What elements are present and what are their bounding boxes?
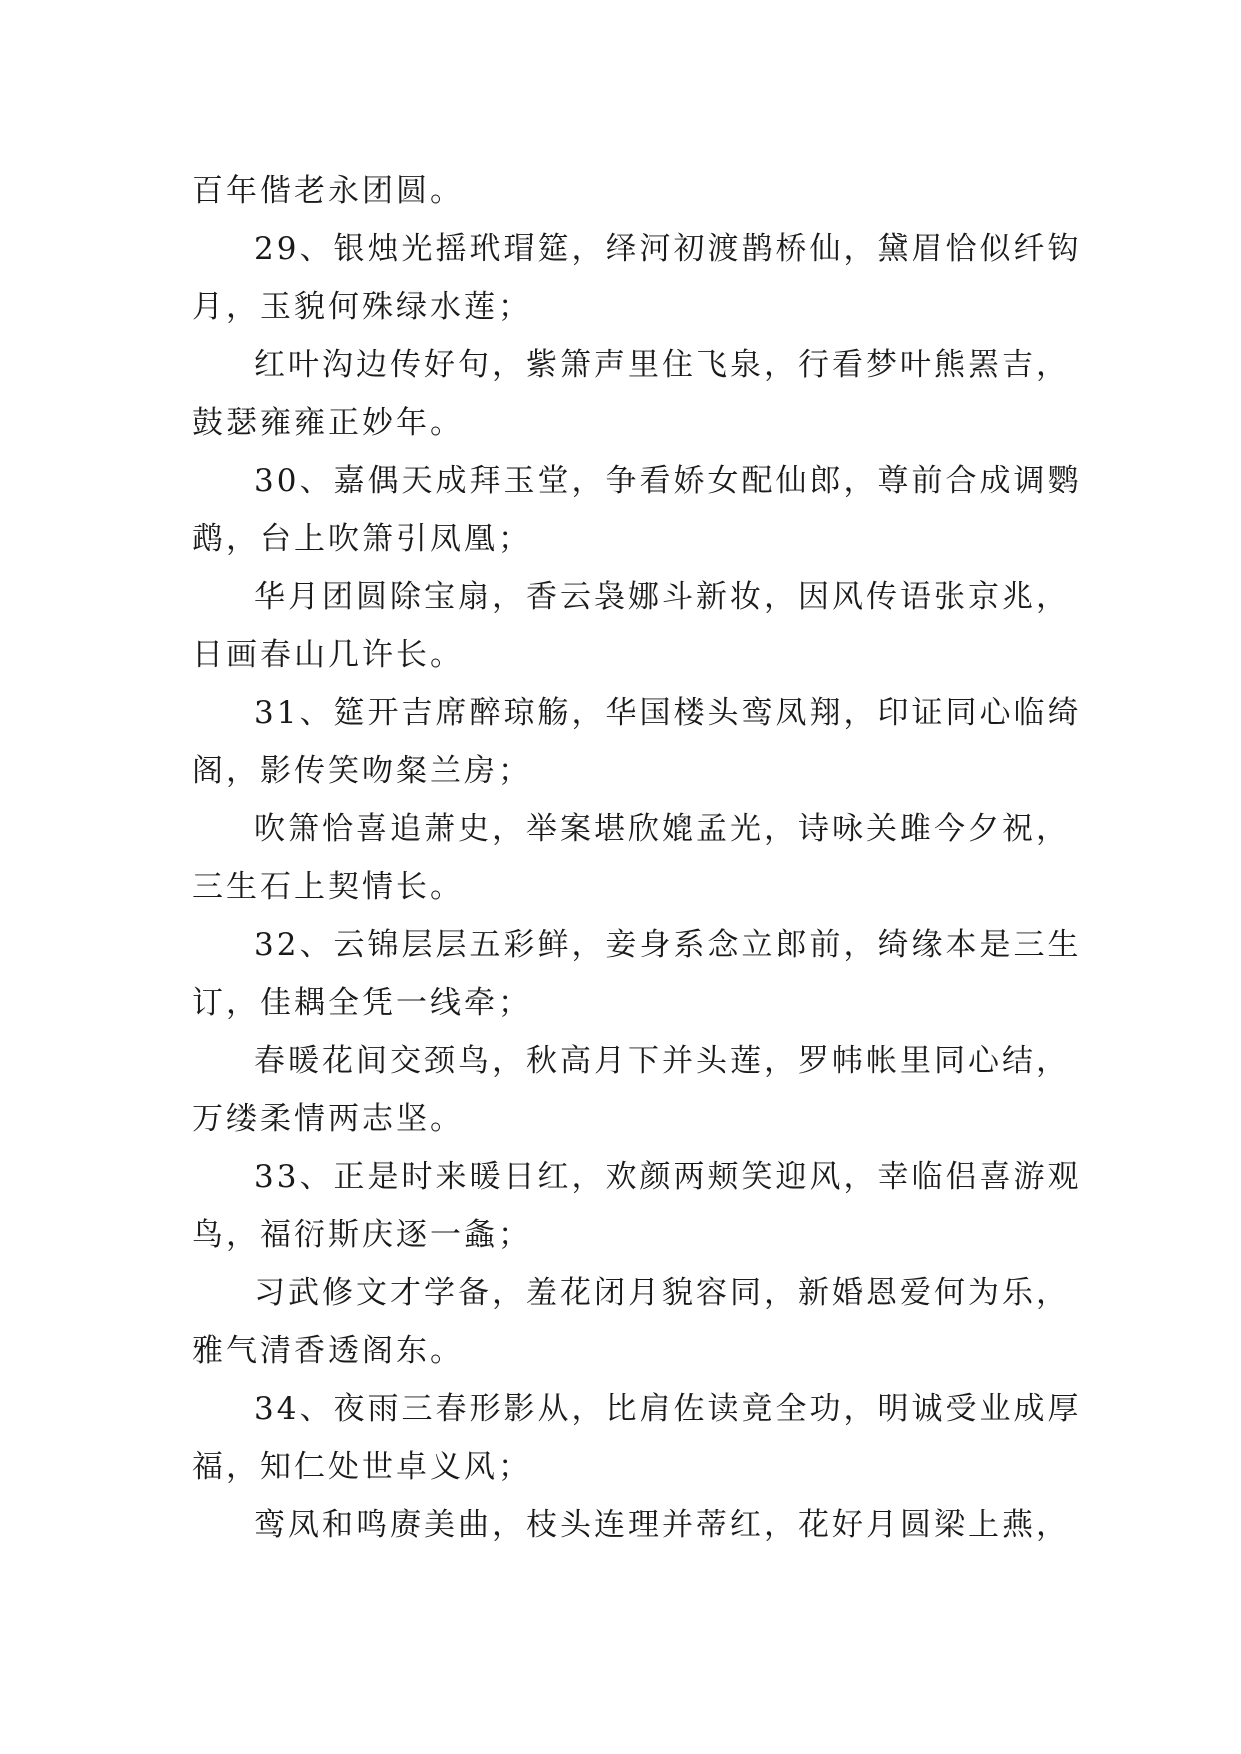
text-line: 吹箫恰喜追萧史，举案堪欣媲孟光，诗咏关雎今夕祝， xyxy=(254,811,1070,847)
text-line: 春暖花间交颈鸟，秋高月下并头莲，罗帏帐里同心结， xyxy=(254,1043,1070,1079)
text-line: 订，佳耦全凭一线牵； xyxy=(192,985,532,1021)
text-line: 万缕柔情两志坚。 xyxy=(192,1101,464,1137)
text-line: 日画春山几许长。 xyxy=(192,637,464,673)
text-line: 鹉，台上吹箫引凤凰； xyxy=(192,521,532,557)
text-line: 鸾凤和鸣赓美曲，枝头连理并蒂红，花好月圆梁上燕， xyxy=(254,1507,1070,1543)
text-line: 鸟，福衍斯庆逐一螽； xyxy=(192,1217,532,1253)
text-line: 32、云锦层层五彩鲜，妾身系念立郎前，绮缘本是三生 xyxy=(254,927,1082,963)
text-line: 华月团圆除宝扇，香云袅娜斗新妆，因风传语张京兆， xyxy=(254,579,1070,615)
text-line: 29、银烛光摇玳瑁筵，绎河初渡鹊桥仙，黛眉恰似纤钩 xyxy=(254,231,1082,267)
text-line: 习武修文才学备，羞花闭月貌容同，新婚恩爱何为乐， xyxy=(254,1275,1070,1311)
text-line: 34、夜雨三春形影从，比肩佐读竟全功，明诚受业成厚 xyxy=(254,1391,1082,1427)
text-line: 红叶沟边传好句，紫箫声里住飞泉，行看梦叶熊罴吉， xyxy=(254,347,1070,383)
text-line: 31、筵开吉席醉琼觞，华国楼头鸾凤翔，印证同心临绮 xyxy=(254,695,1082,731)
text-line: 阁，影传笑吻粲兰房； xyxy=(192,753,532,789)
document-body xyxy=(192,162,1082,1554)
text-line: 月，玉貌何殊绿水莲； xyxy=(192,289,532,325)
text-line: 鼓瑟雍雍正妙年。 xyxy=(192,405,464,441)
text-line: 雅气清香透阁东。 xyxy=(192,1333,464,1369)
text-line: 三生石上契情长。 xyxy=(192,869,464,905)
text-line: 百年偕老永团圆。 xyxy=(192,173,464,209)
text-line: 福，知仁处世卓义风； xyxy=(192,1449,532,1485)
text-line: 30、嘉偶天成拜玉堂，争看娇女配仙郎，尊前合成调鹦 xyxy=(254,463,1082,499)
text-line: 33、正是时来暖日红，欢颜两颊笑迎风，幸临侣喜游观 xyxy=(254,1159,1082,1195)
